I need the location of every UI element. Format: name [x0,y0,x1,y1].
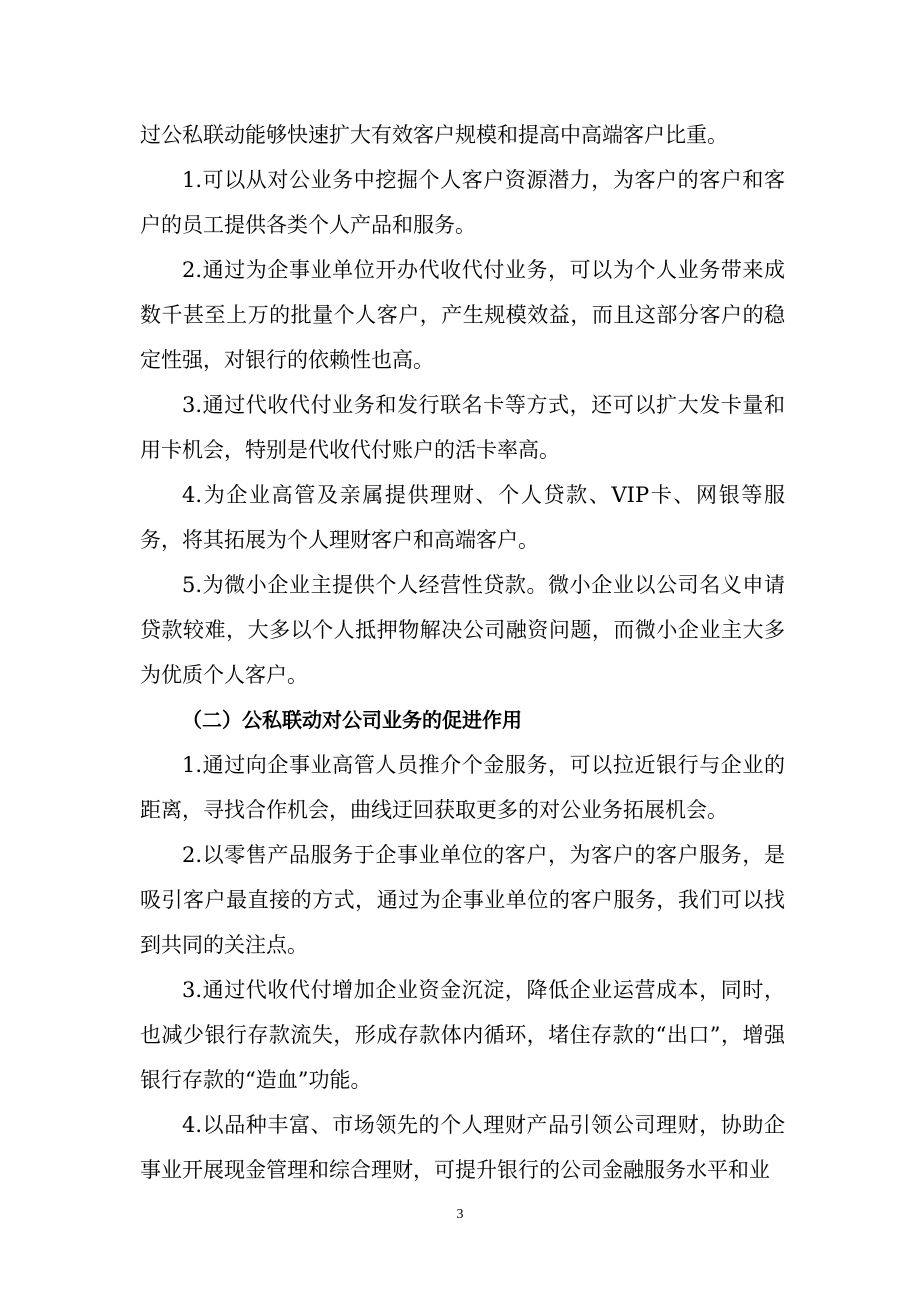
paragraph-section2-item-2: 2.以零售产品服务于企事业单位的客户，为客户的客户服务，是吸引客户最直接的方式，通过为企事业单位的客户服务，我们可以找到共同的关注点。 [140,843,785,957]
paragraph-item-4: 4.为企业高管及亲属提供理财、个人贷款、VIP卡、网银等服务，将其拓展为个人理财客户和高端客户。 [140,483,785,552]
paragraph-section2-item-1: 1.通过向企事业高管人员推介个金服务，可以拉近银行与企业的距离，寻找合作机会，曲线迂回获取更多的对公业务拓展机会。 [140,753,785,822]
paragraph-section2-item-3: 3.通过代收代付增加企业资金沉淀，降低企业运营成本，同时，也减少银行存款流失，形成存款体内循环，堵住存款的“出口”，增强银行存款的“造血”功能。 [140,978,785,1092]
paragraph-continuation: 过公私联动能够快速扩大有效客户规模和提高中高端客户比重。 [140,123,728,147]
paragraph-item-2: 2.通过为企事业单位开办代收代付业务，可以为个人业务带来成数千甚至上万的批量个人客户，产生规模效益，而且这部分客户的稳定性强，对银行的依赖性也高。 [140,258,785,372]
paragraph-item-5: 5.为微小企业主提供个人经营性贷款。微小企业以公司名义申请贷款较难，大多以个人抵押物解决公司融资问题，而微小企业主大多为优质个人客户。 [140,573,785,687]
page-number: 3 [456,1207,464,1222]
paragraph-section2-item-4: 4.以品种丰富、市场领先的个人理财产品引领公司理财，协助企事业开展现金管理和综合理财，可提升银行的公司金融服务水平和业 [140,1113,785,1182]
section-heading: （二）公私联动对公司业务的促进作用 [182,708,522,732]
paragraph-item-3: 3.通过代收代付业务和发行联名卡等方式，还可以扩大发卡量和用卡机会，特别是代收代付账户的活卡率高。 [140,393,785,462]
body-text [140,113,785,1193]
paragraph-item-1: 1.可以从对公业务中挖掘个人客户资源潜力，为客户的客户和客户的员工提供各类个人产品和服务。 [140,168,785,237]
